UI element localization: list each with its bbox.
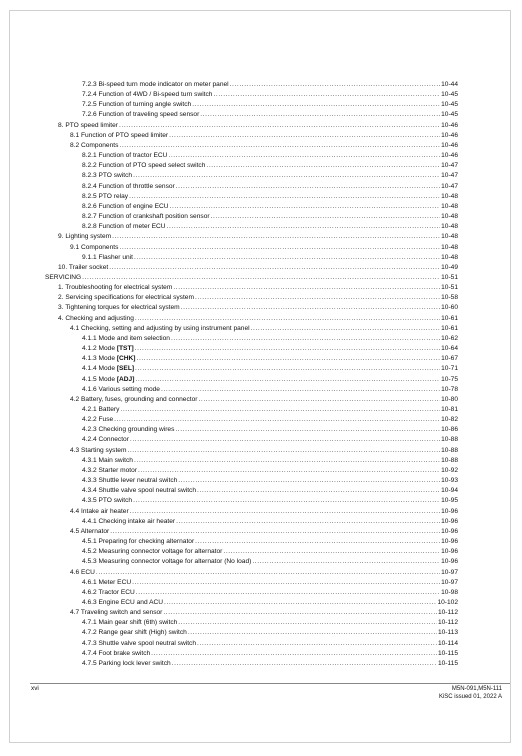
toc-entry-title: 8.2.5 PTO relay [82, 192, 129, 200]
toc-entry[interactable] [45, 659, 458, 669]
dot-leader [164, 598, 436, 608]
toc-entry-title: 4.7.5 Parking lock lever switch [82, 659, 171, 667]
dot-leader [195, 293, 440, 303]
toc-entry[interactable] [45, 618, 458, 628]
toc-entry-page: 10-82 [441, 416, 458, 424]
toc-entry[interactable] [45, 415, 458, 425]
dot-leader [170, 202, 441, 212]
footer-doc-code: M5N-091,M5N-111 [451, 686, 502, 692]
toc-entry[interactable] [45, 375, 458, 385]
dot-leader [163, 608, 437, 618]
footer-page-number: xvi [31, 685, 39, 692]
table-of-contents [45, 80, 458, 669]
dot-leader [82, 273, 440, 283]
toc-entry-title: 8.2.8 Function of meter ECU [82, 223, 166, 231]
toc-entry-title: 4.5.2 Measuring connector voltage for alternator [82, 548, 223, 556]
toc-entry-title: 8.2.1 Function of tractor ECU [82, 152, 168, 160]
toc-entry[interactable] [45, 446, 458, 456]
toc-entry-page: 10-96 [441, 507, 458, 515]
toc-entry-title: 4.6 ECU [70, 568, 95, 576]
toc-entry-title: 4.5.1 Preparing for checking alternator [82, 538, 195, 546]
dot-leader [109, 263, 440, 273]
toc-entry-mode-code: [ADJ] [116, 375, 135, 383]
dot-leader [135, 375, 440, 385]
dot-leader [130, 435, 440, 445]
toc-entry-page: 10-86 [441, 426, 458, 434]
toc-entry-title: 4.1.3 Mode [CHK] [82, 355, 136, 363]
toc-entry-title: 8.2.2 Function of PTO speed select switch [82, 162, 206, 170]
dot-leader [211, 212, 441, 222]
dot-leader [252, 557, 440, 567]
toc-entry-mode-code: [SEL] [116, 365, 135, 373]
toc-entry-title: 4.1.4 Mode [SEL] [82, 365, 135, 373]
toc-entry-page: 10-67 [441, 355, 458, 363]
toc-entry-page: 10-48 [441, 213, 458, 221]
toc-entry[interactable] [45, 202, 458, 212]
toc-entry-title: 4.7.3 Shuttle valve spool neutral switch [82, 639, 196, 647]
toc-entry-title: 4.3.3 Shuttle lever neutral switch [82, 477, 178, 485]
toc-entry-title: 9. Lighting system [58, 233, 112, 241]
dot-leader [151, 649, 437, 659]
dot-leader [96, 568, 440, 578]
dot-leader [171, 334, 440, 344]
dot-leader [135, 314, 440, 324]
dot-leader [172, 659, 437, 669]
dot-leader [197, 639, 437, 649]
dot-leader [230, 80, 441, 90]
dot-leader [114, 415, 440, 425]
toc-entry[interactable] [45, 182, 458, 192]
dot-leader [206, 161, 440, 171]
toc-entry-title: 4.3.4 Shuttle valve spool neutral switch [82, 487, 196, 495]
toc-entry[interactable] [45, 364, 458, 374]
toc-entry[interactable] [45, 557, 458, 567]
toc-entry[interactable] [45, 90, 458, 100]
dot-leader [119, 121, 440, 131]
toc-entry[interactable] [45, 334, 458, 344]
toc-entry-page: 10-64 [441, 345, 458, 353]
toc-entry-title: 4.1.2 Mode [TST] [82, 345, 134, 353]
toc-entry-page: 10-113 [437, 629, 458, 637]
toc-entry[interactable] [45, 192, 458, 202]
toc-entry[interactable] [45, 263, 458, 273]
toc-entry-title: 4.2 Battery, fuses, grounding and connector [70, 395, 198, 403]
toc-entry[interactable] [45, 588, 458, 598]
toc-entry-page: 10-115 [437, 649, 458, 657]
toc-entry[interactable] [45, 314, 458, 324]
toc-entry[interactable] [45, 283, 458, 293]
toc-entry-page: 10-81 [441, 406, 458, 413]
footer-doc-info [439, 685, 502, 701]
dot-leader [181, 303, 440, 313]
toc-entry-page: 10-46 [441, 131, 458, 139]
toc-entry-page: 10-44 [441, 81, 458, 88]
toc-entry-title: 1. Troubleshooting for electrical system [58, 284, 173, 292]
dot-leader [130, 507, 440, 517]
toc-entry-title: 4.4.1 Checking intake air heater [82, 517, 176, 525]
toc-entry[interactable] [45, 476, 458, 486]
toc-entry[interactable] [45, 171, 458, 181]
dot-leader [136, 588, 440, 598]
toc-entry[interactable] [45, 131, 458, 141]
toc-entry[interactable] [45, 496, 458, 506]
toc-entry[interactable] [45, 273, 458, 283]
toc-entry-page: 10-61 [441, 314, 458, 322]
toc-entry[interactable] [45, 141, 458, 151]
toc-entry-page: 10-45 [441, 91, 458, 99]
toc-entry-page: 10-47 [441, 182, 458, 190]
toc-entry-page: 10-61 [441, 324, 458, 332]
toc-entry[interactable] [45, 110, 458, 120]
toc-entry-page: 10-88 [441, 436, 458, 444]
toc-entry[interactable] [45, 151, 458, 161]
toc-entry-page: 10-78 [441, 385, 458, 393]
dot-leader [176, 182, 440, 192]
toc-entry-page: 10-45 [441, 101, 458, 109]
toc-entry-title: 4.1.1 Mode and item selection [82, 334, 170, 342]
toc-entry[interactable] [45, 486, 458, 496]
dot-leader [132, 578, 440, 588]
dot-leader [188, 628, 437, 638]
toc-entry[interactable] [45, 466, 458, 476]
toc-entry[interactable] [45, 507, 458, 517]
toc-entry-page: 10-97 [441, 568, 458, 576]
dot-leader [197, 486, 440, 496]
dot-leader [175, 425, 440, 435]
dot-leader [135, 344, 440, 354]
toc-entry-page: 10-71 [441, 365, 458, 373]
toc-entry-page: 10-48 [441, 202, 458, 210]
toc-entry-title: 8.2.6 Function of engine ECU [82, 202, 169, 210]
toc-entry[interactable] [45, 293, 458, 303]
toc-entry-page: 10-62 [441, 334, 458, 342]
toc-entry-title: 4.3.5 PTO switch [82, 497, 133, 505]
toc-entry[interactable] [45, 578, 458, 588]
toc-entry-title: 8.2.7 Function of crankshaft position sensor [82, 213, 210, 221]
footer-issue: KiSC issued 01, 2022 A [438, 694, 502, 700]
toc-entry-title: 4.3.2 Starter motor [82, 466, 137, 474]
toc-entry-page: 10-94 [441, 487, 458, 495]
toc-entry-page: 10-49 [441, 263, 458, 271]
toc-entry[interactable] [45, 547, 458, 557]
toc-entry-title: 4. Checking and adjusting [58, 314, 134, 322]
dot-leader [137, 354, 441, 364]
toc-entry[interactable] [45, 253, 458, 263]
toc-entry[interactable] [45, 568, 458, 578]
toc-entry-page: 10-47 [441, 172, 458, 180]
toc-entry-page: 10-80 [441, 395, 458, 403]
dot-leader [120, 405, 440, 415]
dot-leader [176, 517, 440, 527]
toc-entry-page: 10-115 [437, 659, 458, 667]
toc-entry-title: 4.2.3 Checking grounding wires [82, 426, 175, 434]
toc-entry-page: 10-51 [441, 273, 458, 281]
toc-entry[interactable] [45, 435, 458, 445]
dot-leader [129, 192, 440, 202]
toc-entry-page: 10-45 [441, 111, 458, 119]
toc-entry[interactable] [45, 639, 458, 649]
toc-entry-title: 3. Tightening torques for electrical system [58, 304, 180, 312]
toc-entry[interactable] [45, 608, 458, 618]
toc-entry-title: 8. PTO speed limiter [58, 121, 118, 129]
toc-entry-title: SERVICING [45, 273, 82, 281]
toc-entry-page: 10-46 [441, 152, 458, 160]
toc-entry-title: 8.2.4 Function of throttle sensor [82, 182, 175, 190]
toc-entry-page: 10-112 [437, 619, 458, 627]
toc-entry-page: 10-48 [441, 253, 458, 261]
toc-entry[interactable] [45, 354, 458, 364]
dot-leader [127, 446, 440, 456]
toc-entry-page: 10-48 [441, 243, 458, 251]
toc-entry-page: 10-48 [441, 233, 458, 241]
toc-entry-title: 9.1.1 Flasher unit [82, 253, 133, 261]
toc-entry[interactable] [45, 405, 458, 415]
toc-entry[interactable] [45, 303, 458, 313]
dot-leader [138, 466, 440, 476]
dot-leader [167, 222, 441, 232]
toc-entry-page: 10-97 [441, 578, 458, 586]
toc-entry-title: 4.1 Checking, setting and adjusting by using instrument panel [70, 324, 250, 332]
toc-entry-title: 8.2 Components [70, 141, 119, 149]
toc-entry-page: 10-88 [441, 456, 458, 464]
toc-entry-page: 10-46 [441, 121, 458, 129]
toc-entry-title: 7.2.4 Function of 4WD / Bi-speed turn switch [82, 91, 213, 99]
toc-entry-title: 2. Servicing specifications for electrical system [58, 294, 194, 302]
toc-entry[interactable] [45, 537, 458, 547]
toc-entry[interactable] [45, 628, 458, 638]
toc-entry-title: 4.1.6 Various setting mode [82, 385, 160, 393]
toc-entry-title: 4.6.1 Meter ECU [82, 578, 132, 586]
toc-entry-page: 10-102 [437, 598, 458, 606]
dot-leader [173, 283, 440, 293]
dot-leader [161, 385, 440, 395]
toc-entry-title: 4.7 Traveling switch and sensor [70, 609, 163, 617]
toc-entry[interactable] [45, 324, 458, 334]
toc-entry-page: 10-96 [441, 558, 458, 566]
toc-entry-title: 4.4 Intake air heater [70, 507, 129, 515]
dot-leader [178, 618, 437, 628]
toc-entry-page: 10-60 [441, 304, 458, 312]
toc-entry-page: 10-48 [441, 223, 458, 231]
dot-leader [133, 496, 440, 506]
dot-leader [169, 131, 440, 141]
toc-entry[interactable] [45, 598, 458, 608]
dot-leader [134, 456, 440, 466]
toc-entry-title: 9.1 Components [70, 243, 119, 251]
toc-entry-title: 7.2.3 Bi-speed turn mode indicator on meter panel [82, 81, 229, 88]
toc-entry[interactable] [45, 456, 458, 466]
toc-entry-title: 8.1 Function of PTO speed limiter [70, 131, 169, 139]
toc-entry-title: 4.3.1 Main switch [82, 456, 133, 464]
toc-entry[interactable] [45, 517, 458, 527]
toc-entry-title: 4.3 Starting system [70, 446, 127, 454]
toc-entry[interactable] [45, 232, 458, 242]
toc-entry-page: 10-88 [441, 446, 458, 454]
dot-leader [168, 151, 440, 161]
dot-leader [134, 253, 440, 263]
dot-leader [110, 527, 440, 537]
toc-entry-title: 10. Trailer socket [58, 263, 109, 271]
toc-entry-title: 4.2.4 Connector [82, 436, 129, 444]
dot-leader [112, 232, 440, 242]
dot-leader [135, 364, 440, 374]
toc-entry-page: 10-96 [441, 527, 458, 535]
toc-entry[interactable] [45, 243, 458, 253]
dot-leader [192, 100, 440, 110]
dot-leader [133, 171, 440, 181]
dot-leader [178, 476, 440, 486]
toc-entry-title: 4.6.2 Tractor ECU [82, 588, 135, 596]
footer-divider [30, 683, 510, 684]
toc-entry-page: 10-93 [441, 477, 458, 485]
toc-entry[interactable] [45, 222, 458, 232]
toc-entry-title: 8.2.3 PTO switch [82, 172, 133, 180]
dot-leader [223, 547, 440, 557]
toc-entry-page: 10-114 [437, 639, 458, 647]
dot-leader [198, 395, 440, 405]
toc-entry-page: 10-96 [441, 548, 458, 556]
toc-entry[interactable] [45, 395, 458, 405]
toc-entry-title: 4.7.4 Foot brake switch [82, 649, 151, 657]
toc-entry-page: 10-58 [441, 294, 458, 302]
toc-entry-title: 7.2.5 Function of turning angle switch [82, 101, 192, 109]
toc-entry-title: 7.2.6 Function of traveling speed sensor [82, 111, 200, 119]
toc-entry-title: 4.7.2 Range gear shift (High) switch [82, 629, 187, 637]
toc-entry-page: 10-98 [441, 588, 458, 596]
toc-entry[interactable] [45, 100, 458, 110]
toc-entry-title: 4.6.3 Engine ECU and ACU [82, 598, 164, 606]
toc-entry-page: 10-51 [441, 284, 458, 292]
toc-entry-page: 10-47 [441, 162, 458, 170]
toc-entry-title: 4.2.1 Battery [82, 406, 120, 413]
toc-entry[interactable] [45, 212, 458, 222]
toc-entry[interactable] [45, 649, 458, 659]
dot-leader [119, 141, 440, 151]
toc-entry[interactable] [45, 121, 458, 131]
toc-entry-page: 10-75 [441, 375, 458, 383]
toc-entry[interactable] [45, 425, 458, 435]
toc-entry-title: 4.2.2 Fuse [82, 416, 114, 424]
toc-entry[interactable] [45, 80, 458, 90]
dot-leader [195, 537, 440, 547]
toc-entry-page: 10-48 [441, 192, 458, 200]
dot-leader [213, 90, 440, 100]
toc-entry[interactable] [45, 385, 458, 395]
toc-entry-mode-code: [CHK] [116, 355, 136, 363]
toc-entry[interactable] [45, 344, 458, 354]
toc-entry-mode-code: [TST] [116, 345, 134, 353]
dot-leader [200, 110, 440, 120]
toc-entry-title: 4.5.3 Measuring connector voltage for alternator (No load) [82, 558, 252, 566]
toc-entry[interactable] [45, 527, 458, 537]
toc-entry-page: 10-92 [441, 466, 458, 474]
dot-leader [251, 324, 441, 334]
toc-entry[interactable] [45, 161, 458, 171]
toc-entry-title: 4.5 Alternator [70, 527, 110, 535]
toc-entry-title: 4.1.5 Mode [ADJ] [82, 375, 135, 383]
toc-entry-title: 4.7.1 Main gear shift (6th) switch [82, 619, 178, 627]
dot-leader [119, 243, 440, 253]
toc-entry-page: 10-112 [437, 609, 458, 617]
toc-entry-page: 10-96 [441, 538, 458, 546]
toc-entry-page: 10-46 [441, 141, 458, 149]
toc-entry-page: 10-96 [441, 517, 458, 525]
toc-entry-page: 10-95 [441, 497, 458, 505]
